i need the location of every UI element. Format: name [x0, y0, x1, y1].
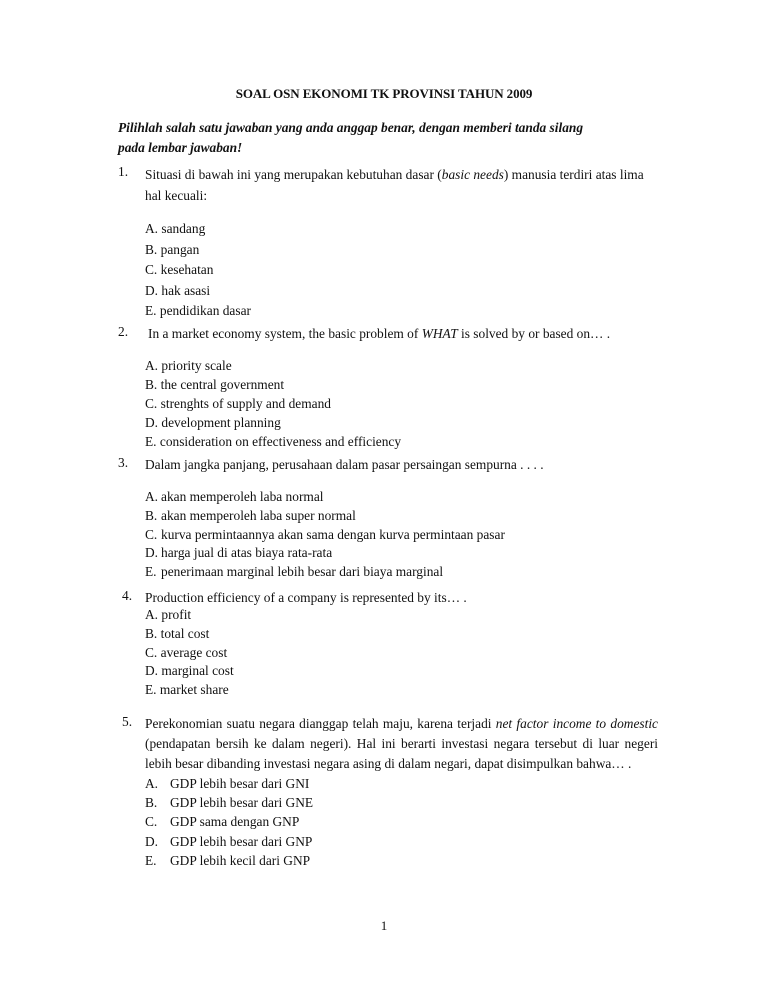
option-text: GDP lebih kecil dari GNP [170, 852, 311, 868]
option-item [145, 774, 658, 793]
option-item [145, 606, 658, 625]
option-text: kesehatan [160, 262, 214, 278]
question-text-italic: net factor income to domestic [495, 716, 658, 731]
option-item [145, 625, 658, 644]
option-text: profit [161, 607, 192, 622]
option-text: consideration on effectiveness and efficiency [159, 433, 402, 449]
option-label: B. [145, 507, 158, 523]
question-number: 4. [122, 588, 133, 603]
option-item [145, 301, 658, 322]
option-text: marginal cost [161, 663, 234, 679]
option-label: B. [145, 625, 158, 641]
option-item [145, 793, 658, 812]
question-number: 2. [118, 324, 129, 339]
option-text: pangan [160, 241, 200, 257]
question-text-italic: WHAT [421, 326, 458, 341]
option-text: development planning [161, 414, 281, 430]
option-item [145, 526, 658, 545]
option-item [145, 832, 658, 851]
question-2 [118, 324, 658, 465]
option-list [145, 774, 658, 870]
option-label: B. [145, 795, 158, 811]
option-item [145, 395, 658, 414]
option-item [145, 376, 658, 395]
option-text: harga jual di atas biaya rata-rata [161, 545, 333, 561]
question-text-part: Perekonomian suatu negara dianggap telah maju, karena terjadi [145, 716, 496, 731]
option-text: akan memperoleh laba super normal [161, 507, 356, 523]
option-label: C. [145, 395, 158, 411]
option-text: GDP lebih besar dari GNP [170, 833, 313, 849]
option-label: A. [145, 776, 159, 791]
option-text: market share [159, 682, 229, 698]
option-label: A. [145, 221, 159, 237]
option-label: E. [145, 682, 157, 698]
option-label: E. [145, 433, 157, 449]
option-text: priority scale [161, 358, 232, 374]
option-label: A. [145, 607, 159, 622]
instruction-line-2: pada lembar jawaban! [118, 140, 243, 155]
option-item [145, 544, 658, 563]
option-text: strenghts of supply and demand [160, 395, 331, 411]
option-item [145, 681, 658, 700]
question-number: 1. [118, 164, 129, 179]
option-label: E. [145, 852, 157, 868]
option-label: D. [145, 282, 159, 298]
option-label: B. [145, 377, 158, 393]
option-label: C. [145, 814, 158, 830]
option-item [145, 281, 658, 302]
question-text-part: In a market economy system, the basic problem of [148, 326, 422, 341]
option-list [145, 219, 658, 322]
option-label: C. [145, 262, 158, 278]
option-text: kurva permintaannya akan sama dengan kurva permintaan pasar [161, 526, 505, 542]
option-list [145, 606, 658, 700]
instruction-line-1: Pilihlah salah satu jawaban yang anda anggap benar, dengan memberi tanda silang [118, 120, 584, 135]
question-number: 5. [122, 714, 133, 729]
option-label: D. [145, 663, 159, 679]
question-1 [118, 164, 658, 335]
instruction-text [118, 118, 658, 158]
option-item [145, 488, 658, 507]
question-text-part: is solved by or based on… . [457, 326, 611, 341]
option-label: A. [145, 489, 159, 505]
option-text: penerimaan marginal lebih besar dari biaya marginal [161, 563, 444, 579]
question-5 [118, 714, 658, 883]
option-text: average cost [160, 644, 228, 660]
option-label: C. [145, 526, 158, 542]
option-text: total cost [160, 625, 210, 641]
option-item [145, 851, 658, 870]
option-label: D. [145, 545, 159, 561]
page-number: 1 [380, 918, 388, 933]
question-text-italic: basic needs [441, 167, 504, 182]
option-list [145, 488, 658, 581]
option-label: B. [145, 241, 158, 257]
option-text: the central government [160, 377, 285, 393]
option-item [145, 563, 658, 582]
question-text: Production efficiency of a company is represented by its… . [145, 590, 467, 605]
option-label: C. [145, 644, 158, 660]
option-label: A. [145, 358, 159, 374]
option-item [145, 812, 658, 831]
question-text-part: (pendapatan bersih ke dalam negeri). Hal ini berarti investasi negara tersebut di luar negeri lebih besar dibanding investasi negara asing di dalam negari, dapat disimpulkan bahwa… . [145, 736, 658, 771]
option-text: hak asasi [161, 282, 211, 298]
question-3 [118, 455, 658, 595]
question-number: 3. [118, 455, 129, 470]
option-item [145, 644, 658, 663]
option-text: sandang [161, 221, 206, 237]
option-item [145, 357, 658, 376]
option-list [145, 357, 658, 451]
question-text-part: Situasi di bawah ini yang merupakan kebutuhan dasar ( [145, 167, 442, 182]
question-text-part: ) manusia terdiri atas lima hal kecuali: [145, 167, 644, 203]
option-item [145, 260, 658, 281]
option-label: D. [145, 833, 159, 849]
question-text [148, 324, 658, 344]
option-item [145, 219, 658, 240]
question-text [145, 164, 658, 206]
option-label: D. [145, 414, 159, 430]
option-text: GDP lebih besar dari GNE [170, 795, 314, 811]
question-text [145, 714, 658, 774]
option-item [145, 414, 658, 433]
option-label: E. [145, 563, 157, 579]
option-label: E. [145, 303, 157, 319]
option-text: akan memperoleh laba normal [161, 489, 324, 505]
option-item [145, 433, 658, 452]
page-title: SOAL OSN EKONOMI TK PROVINSI TAHUN 2009 [235, 86, 533, 101]
question-4 [118, 588, 658, 713]
option-item [145, 662, 658, 681]
question-text: Dalam jangka panjang, perusahaan dalam pasar persaingan sempurna . . . . [145, 457, 544, 472]
option-text: GDP lebih besar dari GNI [170, 776, 310, 791]
option-item [145, 240, 658, 261]
option-text: GDP sama dengan GNP [170, 814, 300, 830]
option-item [145, 507, 658, 526]
option-text: pendidikan dasar [159, 303, 251, 319]
